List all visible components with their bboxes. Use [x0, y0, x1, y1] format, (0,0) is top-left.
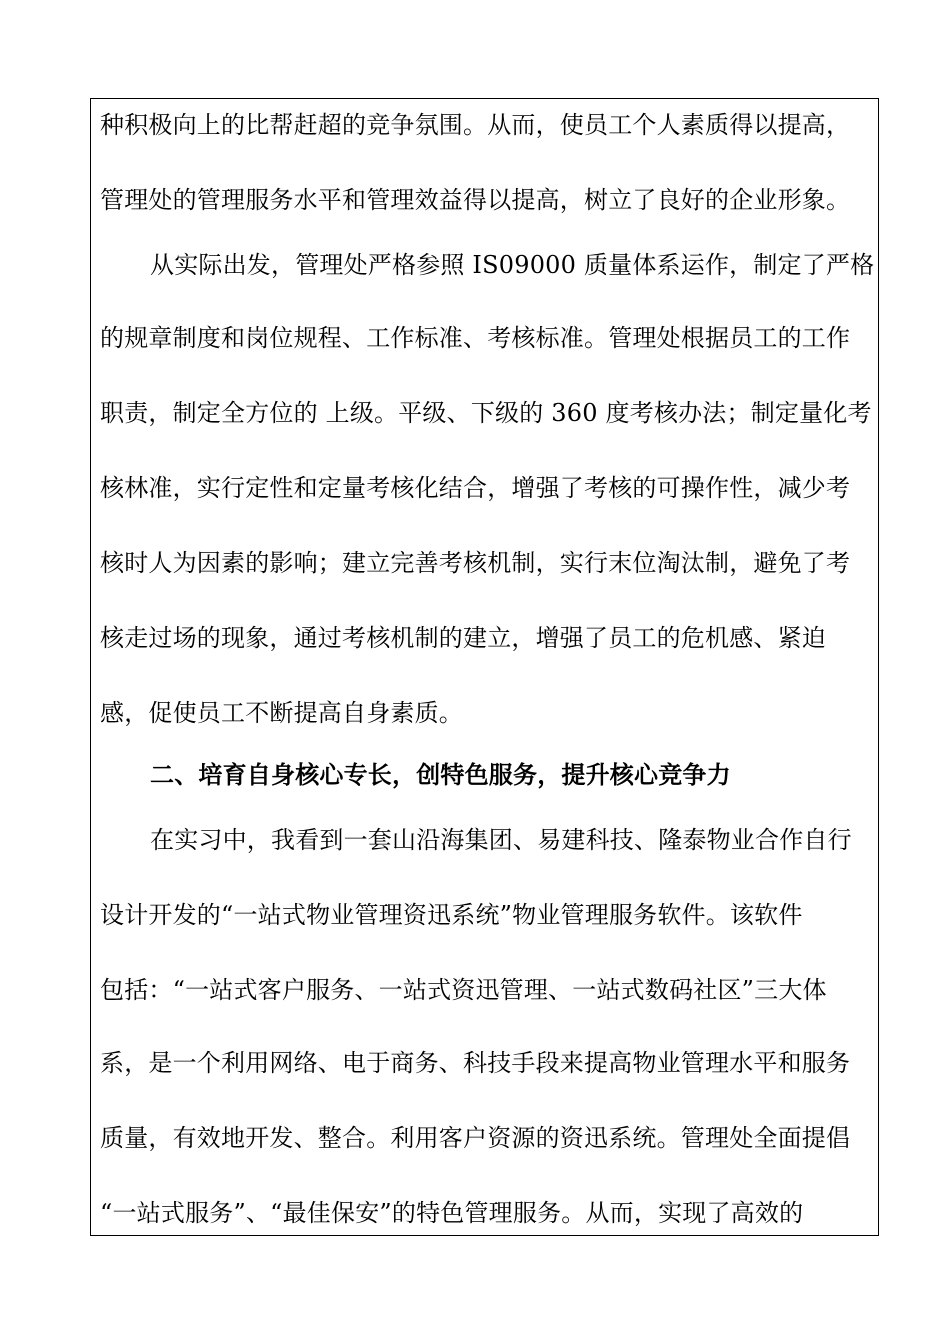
- text-line: 管理处的管理服务水平和管理效益得以提高，树立了良好的企业形象。: [100, 186, 851, 214]
- text-line: 质量，有效地开发、整合。利用客户资源的资迅系统。管理处全面提倡: [100, 1124, 851, 1152]
- text-line: 核走过场的现象，通过考核机制的建立，增强了员工的危机感、紧迫: [100, 624, 826, 652]
- paragraph-start: 在实习中，我看到一套山沿海集团、易建科技、隆泰物业合作自行: [150, 826, 852, 854]
- text-line: 核林准，实行定性和定量考核化结合，增强了考核的可操作性，减少考: [100, 474, 851, 502]
- text-line: “一站式服务”、“最佳保安”的特色管理服务。从而，实现了高效的: [100, 1199, 804, 1227]
- text-line: 设计开发的“一站式物业管理资迅系统”物业管理服务软件。该软件: [100, 901, 803, 929]
- text-line: 的规章制度和岗位规程、工作标准、考核标准。管理处根据员工的工作: [100, 324, 851, 352]
- text-line: 包括：“一站式客户服务、一站式资迅管理、一站式数码社区”三大体: [100, 976, 827, 1004]
- paragraph-start: 从实际出发，管理处严格参照 IS09000 质量体系运作，制定了严格: [150, 251, 875, 279]
- text-line: 种积极向上的比帮赶超的竞争氛围。从而，使员工个人素质得以提高，: [100, 111, 851, 139]
- section-heading: 二、培育自身核心专长，创特色服务，提升核心竞争力: [150, 760, 731, 789]
- text-line: 核时人为因素的影响；建立完善考核机制，实行末位淘汰制，避免了考: [100, 549, 851, 577]
- text-line: 感，促使员工不断提高自身素质。: [100, 699, 463, 727]
- text-line: 职责，制定全方位的 上级。平级、下级的 360 度考核办法；制定量化考: [100, 399, 872, 427]
- text-line: 系，是一个利用网络、电于商务、科技手段来提高物业管理水平和服务: [100, 1049, 851, 1077]
